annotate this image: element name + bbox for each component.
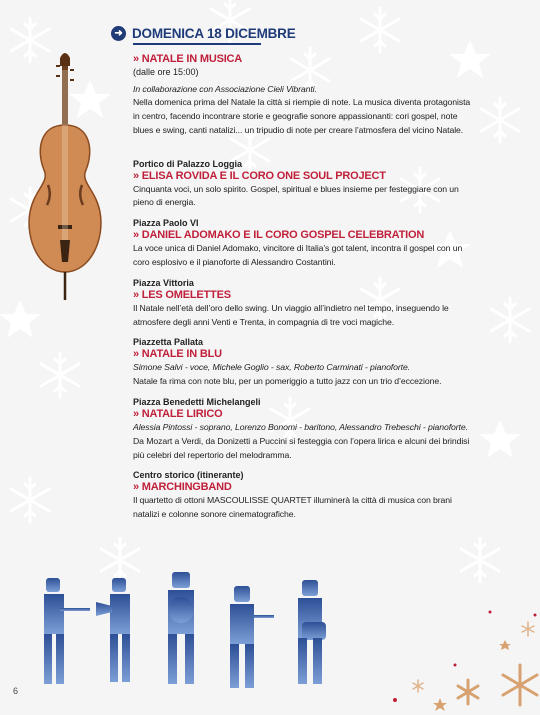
section-performers: Alessia Pintossi - soprano, Lorenzo Bonomi - baritono, Alessandro Trebeschi - pianoforte. [133,422,468,433]
snowflake-icon [491,298,529,342]
circle-arrow-right-icon: ➜ [111,26,126,41]
section-venue: Piazza Benedetti Michelangeli [133,397,261,408]
section-item [133,158,473,211]
section-title: » MARCHINGBAND [133,481,232,494]
page-number: 6 [13,686,19,696]
main-content [114,26,473,522]
section-item [133,396,473,462]
snowflake-icon [458,665,537,705]
section-performers: Simone Salvi - voce, Michele Goglio - sax, Roberto Carminati - pianoforte. [133,362,410,373]
date-header [114,26,473,41]
section-description: Da Mozart a Verdi, da Donizetti a Puccini si festeggia con l’opera lirica e alcuni dei brindisi più celebri del repertorio del melodramma. [133,435,470,460]
snowflake-icon [11,478,49,522]
event-intro [133,53,473,138]
section-description: Il Natale nell’età dell’oro dello swing. Un viaggio all’indietro nel tempo, inseguendo le atmosfere degli anni Venti e Trenta, in compagnia di tre voci magiche. [133,302,449,327]
section-title: » ELISA ROVIDA E IL CORO ONE SOUL PROJECT [133,169,386,182]
star-icon [479,420,521,458]
date-title: DOMENICA 18 DICEMBRE [132,26,296,41]
section-venue: Centro storico (itinerante) [133,470,244,481]
snowflake-icon [11,18,49,62]
section-title: » NATALE IN BLU [133,348,222,361]
star-icon [69,80,111,118]
section-title: » NATALE LIRICO [133,408,223,421]
event-title: » NATALE IN MUSICA [133,52,243,65]
section-item [133,336,473,389]
marching-band-silhouette-icon [44,572,326,688]
date-underline [133,43,261,45]
section-item [133,277,473,330]
event-time: (dalle ore 15:00) [133,66,199,77]
section-item [133,217,473,270]
snowflake-icon [461,538,499,582]
section-venue: Portico di Palazzo Loggia [133,158,243,169]
section-item [133,469,473,522]
star-icon [0,300,41,338]
event-collaboration: In collaborazione con Associazione Cieli Vibranti. [133,83,317,94]
star-icon [433,640,511,711]
snowflake-icon [41,353,79,397]
event-description: Nella domenica prima del Natale la città si riempie di note. La musica diventa protagonista in centro, facendo incontrare storie e geografie sonore appassionanti: cori gospel, note blues e swing, canti natalizi... un tripudio di note per creare l’atmosfera del vicino Natale. [133,97,471,135]
section-description: Il quartetto di ottoni MASCOULISSE QUARTET illuminerà la città di musica con brani natalizi e colonne sonore cinematografiche. [133,495,452,520]
section-title: » LES OMELETTES [133,288,231,301]
snowflake-icon [101,538,139,582]
section-description: La voce unica di Daniel Adomako, vincitore di Italia’s got talent, incontra il gospel con un coro esplosivo e il pianoforte di Alessandro Costantini. [133,243,463,268]
section-description: Natale fa rima con note blu, per un pomeriggio a tutto jazz con un trio d’eccezione. [133,376,442,387]
snowflake-icon [481,98,519,142]
section-venue: Piazzetta Pallata [133,337,204,348]
section-description: Cinquanta voci, un solo spirito. Gospel, spiritual e blues insieme per festeggiare con un pieno di energia. [133,183,459,208]
section-title: » DANIEL ADOMAKO E IL CORO GOSPEL CELEBRATION [133,229,425,242]
section-venue: Piazza Paolo VI [133,218,199,229]
section-venue: Piazza Vittoria [133,277,194,288]
